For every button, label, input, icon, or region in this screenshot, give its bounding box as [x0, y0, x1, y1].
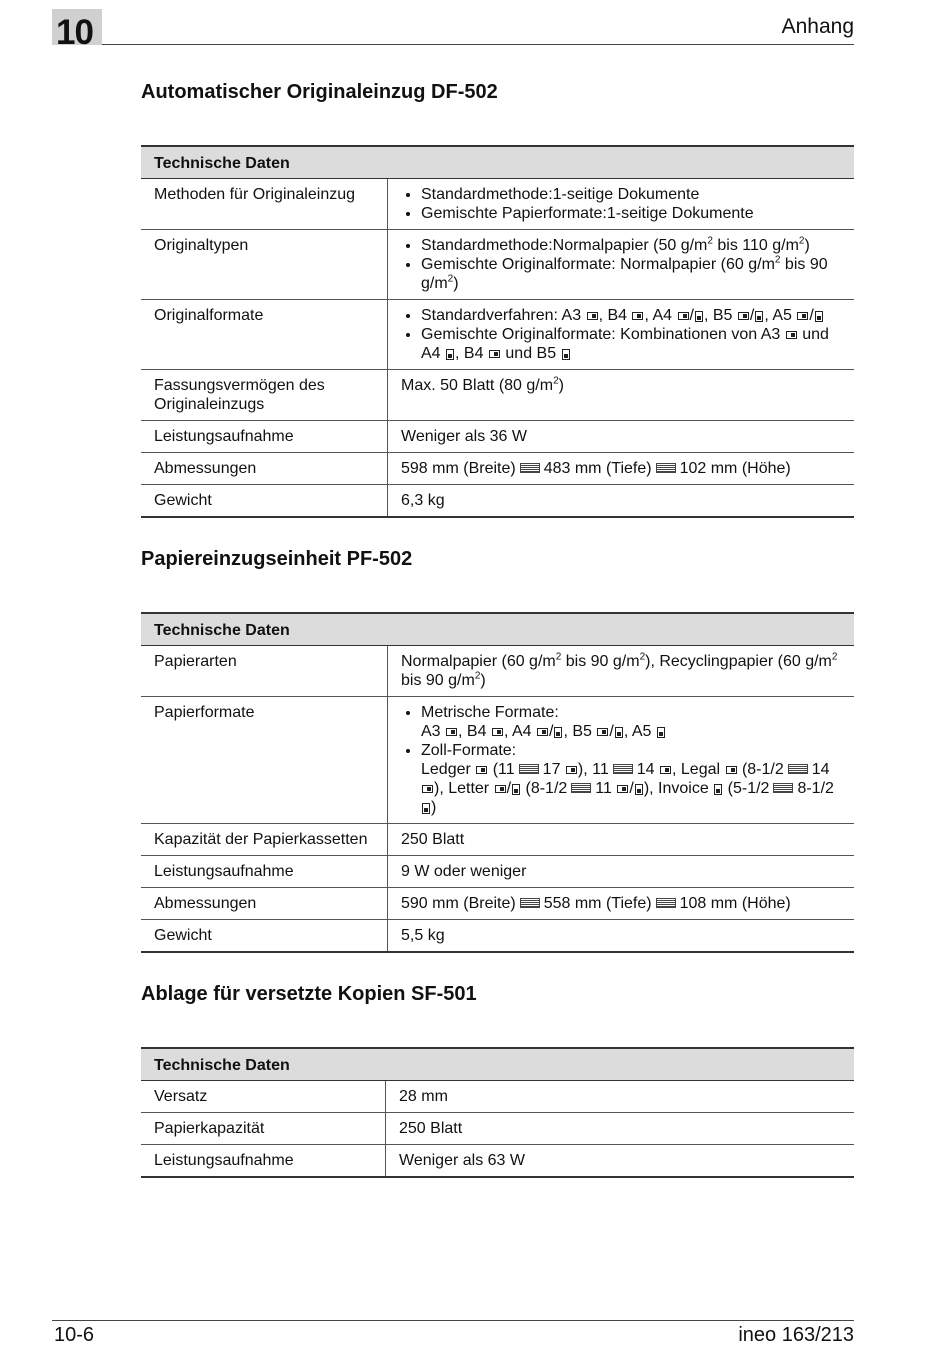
portrait-icon — [755, 311, 763, 322]
portrait-icon — [554, 727, 562, 738]
row-value — [388, 230, 855, 300]
table-df502 — [141, 145, 854, 518]
section-title-sf501: Ablage für versetzte Kopien SF-501 — [141, 983, 477, 1005]
table-row — [141, 920, 854, 953]
multiply-icon — [656, 463, 676, 473]
portrait-icon — [815, 311, 823, 322]
landscape-icon — [678, 312, 689, 320]
table-header: Technische Daten — [141, 613, 854, 646]
portrait-icon — [562, 349, 570, 360]
list-item: • Zoll-Formate: Ledger (11 17 ), 11 14 , Legal (8-1/2 14 ), Letter / (8-1/2 11 / ), Invoice (5-1/2 8-1/2 ) — [421, 741, 841, 817]
portrait-icon — [446, 349, 454, 360]
multiply-icon — [773, 783, 793, 793]
row-label: Versatz — [141, 1081, 386, 1113]
table-header: Technische Daten — [141, 1048, 854, 1081]
portrait-icon — [695, 311, 703, 322]
row-value: Normalpapier (60 $g/m^2$ bis 90 $g/m^2$), Recyclingpapier (60 $g/m^2$ bis 90 $g/m^2$) — [388, 646, 855, 697]
section-title-df502: Automatischer Originaleinzug DF-502 — [141, 81, 498, 103]
row-label: Leistungsaufnahme — [141, 1145, 386, 1178]
row-label: Gewicht — [141, 485, 388, 518]
landscape-icon — [738, 312, 749, 320]
page-number: 10-6 — [54, 1324, 95, 1346]
table-row — [141, 824, 854, 856]
row-label: Leistungsaufnahme — [141, 421, 388, 453]
header-title: Anhang — [781, 15, 854, 38]
row-label: Abmessungen — [141, 888, 388, 920]
row-label: Originaltypen — [141, 230, 388, 300]
header-rule — [102, 44, 854, 45]
landscape-icon — [476, 766, 487, 774]
product-name: ineo 163/213 — [738, 1324, 854, 1346]
row-value — [388, 179, 855, 230]
section-title-pf502: Papiereinzugseinheit PF-502 — [141, 548, 413, 570]
table-row — [141, 888, 854, 920]
list-item: • Standardmethode:Normalpapier (50 $g/m^2$ bis 110 $g/m^2$) — [421, 236, 841, 255]
list-item: • Gemischte Originalformate: Normalpapier (60 $g/m^2$ bis 90 $g/m^2$) — [421, 255, 841, 293]
multiply-icon — [520, 463, 540, 473]
portrait-icon — [714, 784, 722, 795]
table-pf502 — [141, 612, 854, 953]
landscape-icon — [726, 766, 737, 774]
row-label: Leistungsaufnahme — [141, 856, 388, 888]
landscape-icon — [587, 312, 598, 320]
row-value: 598 mm (Breite) 483 mm (Tiefe) 102 mm (Höhe) — [388, 453, 855, 485]
row-label: Papierkapazität — [141, 1113, 386, 1145]
landscape-icon — [632, 312, 643, 320]
table-sf501 — [141, 1047, 854, 1178]
table-row — [141, 230, 854, 300]
row-value — [388, 300, 855, 370]
landscape-icon — [446, 728, 457, 736]
row-label: Abmessungen — [141, 453, 388, 485]
multiply-icon — [788, 764, 808, 774]
table-row — [141, 453, 854, 485]
landscape-icon — [422, 785, 433, 793]
portrait-icon — [615, 727, 623, 738]
table-row — [141, 1081, 854, 1113]
row-value: 590 mm (Breite) 558 mm (Tiefe) 108 mm (Höhe) — [388, 888, 855, 920]
row-label: Gewicht — [141, 920, 388, 953]
table-row — [141, 370, 854, 421]
landscape-icon — [797, 312, 808, 320]
row-value: Weniger als 36 W — [388, 421, 855, 453]
landscape-icon — [786, 331, 797, 339]
row-value: 5,5 kg — [388, 920, 855, 953]
chapter-number: 10 — [56, 13, 93, 52]
table-row — [141, 856, 854, 888]
list-item: • Standardmethode:1-seitige Dokumente — [421, 185, 841, 204]
table-row — [141, 1113, 854, 1145]
multiply-icon — [613, 764, 633, 774]
footer-rule — [52, 1320, 854, 1321]
row-value: 250 Blatt — [388, 824, 855, 856]
table-row — [141, 485, 854, 518]
table-row — [141, 421, 854, 453]
multiply-icon — [519, 764, 539, 774]
landscape-icon — [617, 785, 628, 793]
table-header: Technische Daten — [141, 146, 854, 179]
row-label: Kapazität der Papierkassetten — [141, 824, 388, 856]
multiply-icon — [571, 783, 591, 793]
row-label: Papierformate — [141, 697, 388, 824]
list-item: • Gemischte Originalformate: Kombinationen von A3 und A4 , B4 und B5 — [421, 325, 841, 363]
portrait-icon — [635, 784, 643, 795]
table-row — [141, 179, 854, 230]
row-label: Fassungsvermögen des Originaleinzugs — [141, 370, 388, 421]
list-item: • Metrische Formate: A3 , B4 , A4 / , B5 / , A5 — [421, 703, 841, 741]
row-value: 28 mm — [386, 1081, 855, 1113]
row-label: Methoden für Originaleinzug — [141, 179, 388, 230]
row-value: 6,3 kg — [388, 485, 855, 518]
landscape-icon — [660, 766, 671, 774]
row-label: Originalformate — [141, 300, 388, 370]
landscape-icon — [495, 785, 506, 793]
table-row — [141, 300, 854, 370]
landscape-icon — [537, 728, 548, 736]
landscape-icon — [489, 350, 500, 358]
portrait-icon — [512, 784, 520, 795]
row-value: 9 W oder weniger — [388, 856, 855, 888]
landscape-icon — [492, 728, 503, 736]
row-value — [388, 697, 855, 824]
landscape-icon — [566, 766, 577, 774]
row-label: Papierarten — [141, 646, 388, 697]
row-value: Max. 50 Blatt (80 $g/m^2$) — [388, 370, 855, 421]
multiply-icon — [520, 898, 540, 908]
list-item: • Standardverfahren: A3 , B4 , A4 / , B5 / , A5 / — [421, 306, 841, 325]
landscape-icon — [597, 728, 608, 736]
portrait-icon — [657, 727, 665, 738]
list-item: • Gemischte Papierformate:1-seitige Dokumente — [421, 204, 841, 223]
table-row — [141, 646, 854, 697]
row-value: Weniger als 63 W — [386, 1145, 855, 1178]
row-value: 250 Blatt — [386, 1113, 855, 1145]
table-row — [141, 1145, 854, 1178]
multiply-icon — [656, 898, 676, 908]
table-row — [141, 697, 854, 824]
portrait-icon — [422, 803, 430, 814]
